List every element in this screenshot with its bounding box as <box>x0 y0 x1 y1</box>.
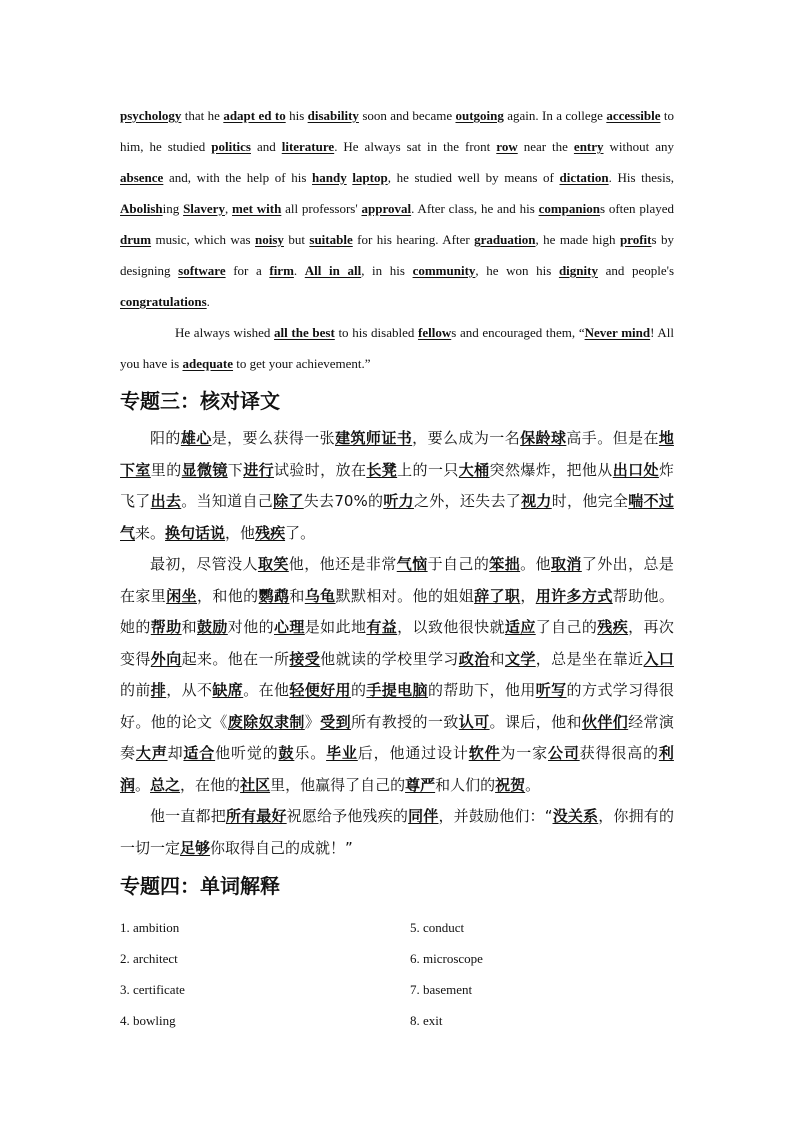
keyword: approval <box>361 201 412 216</box>
keyword: 大桶 <box>458 460 490 479</box>
text-run: 于自己的 <box>427 555 490 573</box>
keyword: 同伴 <box>408 807 439 825</box>
keyword: 辞了职 <box>474 586 521 605</box>
keyword: laptop <box>352 170 388 185</box>
text-run: to him, he studied <box>120 108 674 154</box>
text-run: 他就读的学校里学习 <box>320 649 459 668</box>
keyword: entry <box>573 139 604 154</box>
text-run: and <box>250 139 282 154</box>
text-run: 》 <box>304 712 321 731</box>
text-run: 的前 <box>120 681 151 699</box>
keyword: 保龄球 <box>520 429 567 447</box>
keyword: 受到 <box>320 712 351 731</box>
keyword: 用许多方式 <box>535 586 613 605</box>
keyword: 除了 <box>273 492 304 510</box>
keyword: 文学 <box>504 649 536 668</box>
text-run: , he studied well by means of <box>387 170 560 185</box>
keyword: 没关系 <box>552 807 599 825</box>
text-run: ，再次变得 <box>120 618 674 668</box>
keyword: 换句话说 <box>165 523 226 542</box>
keyword: 入口 <box>643 649 674 668</box>
keyword: dignity <box>558 263 598 278</box>
text-run: 来。 <box>135 523 166 542</box>
keyword: 残疾 <box>597 618 629 636</box>
text-run: 获得很高的 <box>579 744 659 762</box>
word-item: 6. microscope <box>410 951 483 966</box>
keyword: psychology <box>120 108 182 123</box>
text-run: s often played <box>599 201 675 216</box>
keyword: 听力 <box>383 492 414 510</box>
text-run: 和人们的 <box>435 775 496 794</box>
text-run: 。在他 <box>243 681 290 699</box>
text-run: all professors' <box>281 201 362 216</box>
text-run: 和 <box>181 618 197 636</box>
text-run: 是，要么获得一张 <box>211 429 336 447</box>
text-run: , in his <box>361 263 413 278</box>
text-run: 和 <box>489 649 505 668</box>
text-run: 的方式学习得很好。他的论文《 <box>120 681 674 731</box>
text-run: music, which was <box>151 232 256 247</box>
text-run: 默默相对。他的姐姐 <box>335 586 475 605</box>
text-run: 却 <box>167 744 184 762</box>
text-run: . <box>293 263 305 278</box>
keyword: accessible <box>606 108 661 123</box>
text-run: soon and became <box>358 108 456 123</box>
text-run: 你取得自己的成就！” <box>210 838 353 857</box>
text-run: 上的一只 <box>397 460 459 479</box>
word-list <box>120 912 674 1036</box>
text-run: 了外出，总是在家里 <box>120 555 674 605</box>
keyword: 帮助 <box>150 618 182 636</box>
keyword: suitable <box>309 232 353 247</box>
keyword: 伙伴们 <box>581 712 629 731</box>
keyword: met with <box>232 201 282 216</box>
text-run: 。当知道自己 <box>181 492 274 510</box>
text-run: ，并鼓励他们：“ <box>438 807 553 825</box>
english-paragraph-1 <box>120 100 674 317</box>
text-run: ! All you have is <box>120 325 674 371</box>
text-run: 祝愿给予他残疾的 <box>286 807 409 825</box>
text-run: 和 <box>289 586 305 605</box>
word-item: 1. ambition <box>120 920 180 935</box>
text-run: 时，他完全 <box>551 492 629 510</box>
keyword: 显微镜 <box>181 460 228 479</box>
keyword: 外向 <box>150 649 182 668</box>
word-item: 7. basement <box>410 982 473 997</box>
text-run: 对他的 <box>227 618 274 636</box>
keyword: dictation <box>559 170 609 185</box>
keyword: adapt ed to <box>223 108 286 123</box>
text-run: 经常演奏 <box>120 712 674 762</box>
text-run: 突然爆炸，把他从 <box>489 460 613 479</box>
keyword: Abolish <box>120 201 163 216</box>
keyword: 足够 <box>180 838 211 857</box>
text-run: ， <box>520 586 536 605</box>
keyword: 闲坐 <box>166 586 197 605</box>
text-run: and, with the help of his <box>163 170 312 185</box>
keyword: 长凳 <box>366 460 398 479</box>
keyword: 喘不过气 <box>120 492 674 542</box>
text-run: ，要么成为一名 <box>412 429 521 447</box>
keyword: row <box>496 139 518 154</box>
keyword: noisy <box>255 232 284 247</box>
text-run: 下 <box>227 460 244 479</box>
text-run: 后，他通过设计 <box>357 744 469 762</box>
text-run: 里的 <box>150 460 182 479</box>
text-run: and people's <box>597 263 674 278</box>
keyword: 排 <box>150 681 167 699</box>
keyword: handy <box>312 170 347 185</box>
text-run: 所有教授的一致 <box>350 712 459 731</box>
keyword: 适应 <box>504 618 536 636</box>
text-run: 了自己的 <box>535 618 598 636</box>
translation-paragraph-1 <box>120 423 674 549</box>
keyword: 手提电脑 <box>366 681 428 699</box>
text-run: ，在他的 <box>180 775 241 794</box>
keyword: 总之 <box>150 775 181 794</box>
word-item: 4. bowling <box>120 1013 176 1028</box>
text-run: without any <box>603 139 674 154</box>
keyword: 出口处 <box>612 460 659 479</box>
text-run: 里，他赢得了自己的 <box>270 775 406 794</box>
text-run: ，他 <box>225 523 256 542</box>
keyword: 大声 <box>135 744 168 762</box>
keyword: companion <box>538 201 600 216</box>
text-run: but <box>283 232 310 247</box>
text-run: for his hearing. After <box>352 232 475 247</box>
text-run: 为一家 <box>500 744 548 762</box>
keyword: 残疾 <box>255 523 286 542</box>
text-run: ，从不 <box>166 681 213 699</box>
keyword: 建筑师证书 <box>335 429 413 447</box>
word-item: 5. conduct <box>410 920 465 935</box>
keyword: 鹦鹉 <box>258 586 290 605</box>
text-run: 。他 <box>520 555 551 573</box>
text-run: 。课后，他和 <box>489 712 582 731</box>
word-item: 8. exit <box>410 1013 443 1028</box>
text-run: , he made high <box>535 232 620 247</box>
text-run: to his disabled <box>334 325 419 340</box>
document-content <box>120 100 674 1036</box>
keyword: 有益 <box>366 618 398 636</box>
text-run: 了。 <box>285 523 316 542</box>
text-run: 最初，尽管没人 <box>150 555 258 573</box>
keyword: firm <box>269 263 294 278</box>
text-run: 炸飞了 <box>120 460 674 510</box>
translation-paragraph-2 <box>120 549 674 801</box>
keyword: all the best <box>274 325 335 340</box>
keyword: 所有最好 <box>225 807 287 825</box>
keyword: 鼓 <box>278 744 295 762</box>
translation-paragraph-3 <box>120 801 674 864</box>
keyword: 轻便好用 <box>289 681 351 699</box>
text-run: . He always sat in the front <box>334 139 497 154</box>
text-run: 帮助他。她的 <box>120 586 674 636</box>
text-run: again. In a college <box>503 108 607 123</box>
keyword: adequate <box>182 356 234 371</box>
keyword: drum <box>120 232 152 247</box>
text-run: 失去70%的 <box>303 492 384 510</box>
text-run: 起来。他在一所 <box>181 649 290 668</box>
keyword: 软件 <box>468 744 501 762</box>
english-paragraph-2 <box>120 317 674 379</box>
text-run: 他，他还是非常 <box>288 555 397 573</box>
keyword: politics <box>211 139 251 154</box>
text-run: ，以致他很快就 <box>397 618 505 636</box>
text-run: for a <box>225 263 270 278</box>
text-run: 之外，还失去了 <box>413 492 522 510</box>
keyword: 听写 <box>535 681 567 699</box>
text-run: 他听觉的 <box>215 744 279 762</box>
text-run: . His thesis, <box>608 170 674 185</box>
keyword: 废除奴隶制 <box>227 712 305 731</box>
keyword: 缺席 <box>212 681 244 699</box>
text-run: 乐。 <box>294 744 327 762</box>
section-4-heading: 专题四：单词解释 <box>120 874 280 898</box>
text-run: 。 <box>525 775 541 794</box>
keyword: 尊严 <box>405 775 436 794</box>
keyword: 心理 <box>273 618 305 636</box>
keyword: 取消 <box>550 555 582 573</box>
keyword: 进行 <box>243 460 274 479</box>
text-run: that he <box>181 108 224 123</box>
keyword: 视力 <box>521 492 552 510</box>
keyword: software <box>178 263 226 278</box>
text-run: s and encouraged them, “ <box>451 325 585 340</box>
keyword: 社区 <box>240 775 271 794</box>
text-run: 高手。但是在 <box>566 429 659 447</box>
text-run: near the <box>517 139 574 154</box>
keyword: absence <box>120 170 164 185</box>
text-run: ing <box>162 201 184 216</box>
keyword: 气恼 <box>396 555 428 573</box>
keyword: 雄心 <box>180 429 212 447</box>
keyword: Never mind <box>584 325 651 340</box>
keyword: 认可 <box>458 712 490 731</box>
text-run: 他一直都把 <box>150 807 226 825</box>
text-run: , he won his <box>475 263 559 278</box>
keyword: 鼓励 <box>197 618 228 636</box>
keyword: 公司 <box>547 744 580 762</box>
keyword: 祝贺 <box>495 775 526 794</box>
section-3-heading: 专题三：核对译文 <box>120 389 280 413</box>
keyword: 出去 <box>150 492 182 510</box>
text-run: to get your achievement.” <box>233 356 371 371</box>
text-run: . <box>206 294 210 309</box>
keyword: 政治 <box>458 649 490 668</box>
keyword: profit <box>619 232 652 247</box>
text-run: 。 <box>135 775 151 794</box>
text-run: 的帮助下，他用 <box>427 681 536 699</box>
text-run: ，总是坐在靠近 <box>535 649 644 668</box>
text-run: 阳的 <box>150 429 181 447</box>
keyword: 取笑 <box>257 555 289 573</box>
keyword: graduation <box>474 232 536 247</box>
keyword: 适合 <box>183 744 216 762</box>
keyword: All in all <box>304 263 362 278</box>
text-run: s by designing <box>120 232 674 278</box>
text-run: 试验时，放在 <box>273 460 367 479</box>
keyword: 乌龟 <box>304 586 336 605</box>
keyword: congratulations <box>120 294 207 309</box>
text-run: his <box>285 108 308 123</box>
word-item: 3. certificate <box>120 982 185 997</box>
keyword: fellow <box>418 325 452 340</box>
text-run: ，和他的 <box>196 586 259 605</box>
keyword: Slavery <box>183 201 225 216</box>
text-run: ，你拥有的一切一定 <box>120 807 674 857</box>
text-run: 是如此地 <box>304 618 367 636</box>
keyword: 利润 <box>120 744 674 794</box>
text-run: He always wished <box>175 325 275 340</box>
keyword: 地下室 <box>120 429 674 479</box>
keyword: 接受 <box>289 649 321 668</box>
text-run: 的 <box>350 681 367 699</box>
keyword: 毕业 <box>326 744 358 762</box>
text-run: . After class, he and his <box>411 201 539 216</box>
keyword: literature <box>281 139 335 154</box>
word-item: 2. architect <box>120 951 178 966</box>
keyword: 笨拙 <box>489 555 521 573</box>
keyword: community <box>412 263 476 278</box>
keyword: disability <box>307 108 359 123</box>
text-run: , <box>224 201 233 216</box>
keyword: outgoing <box>455 108 504 123</box>
